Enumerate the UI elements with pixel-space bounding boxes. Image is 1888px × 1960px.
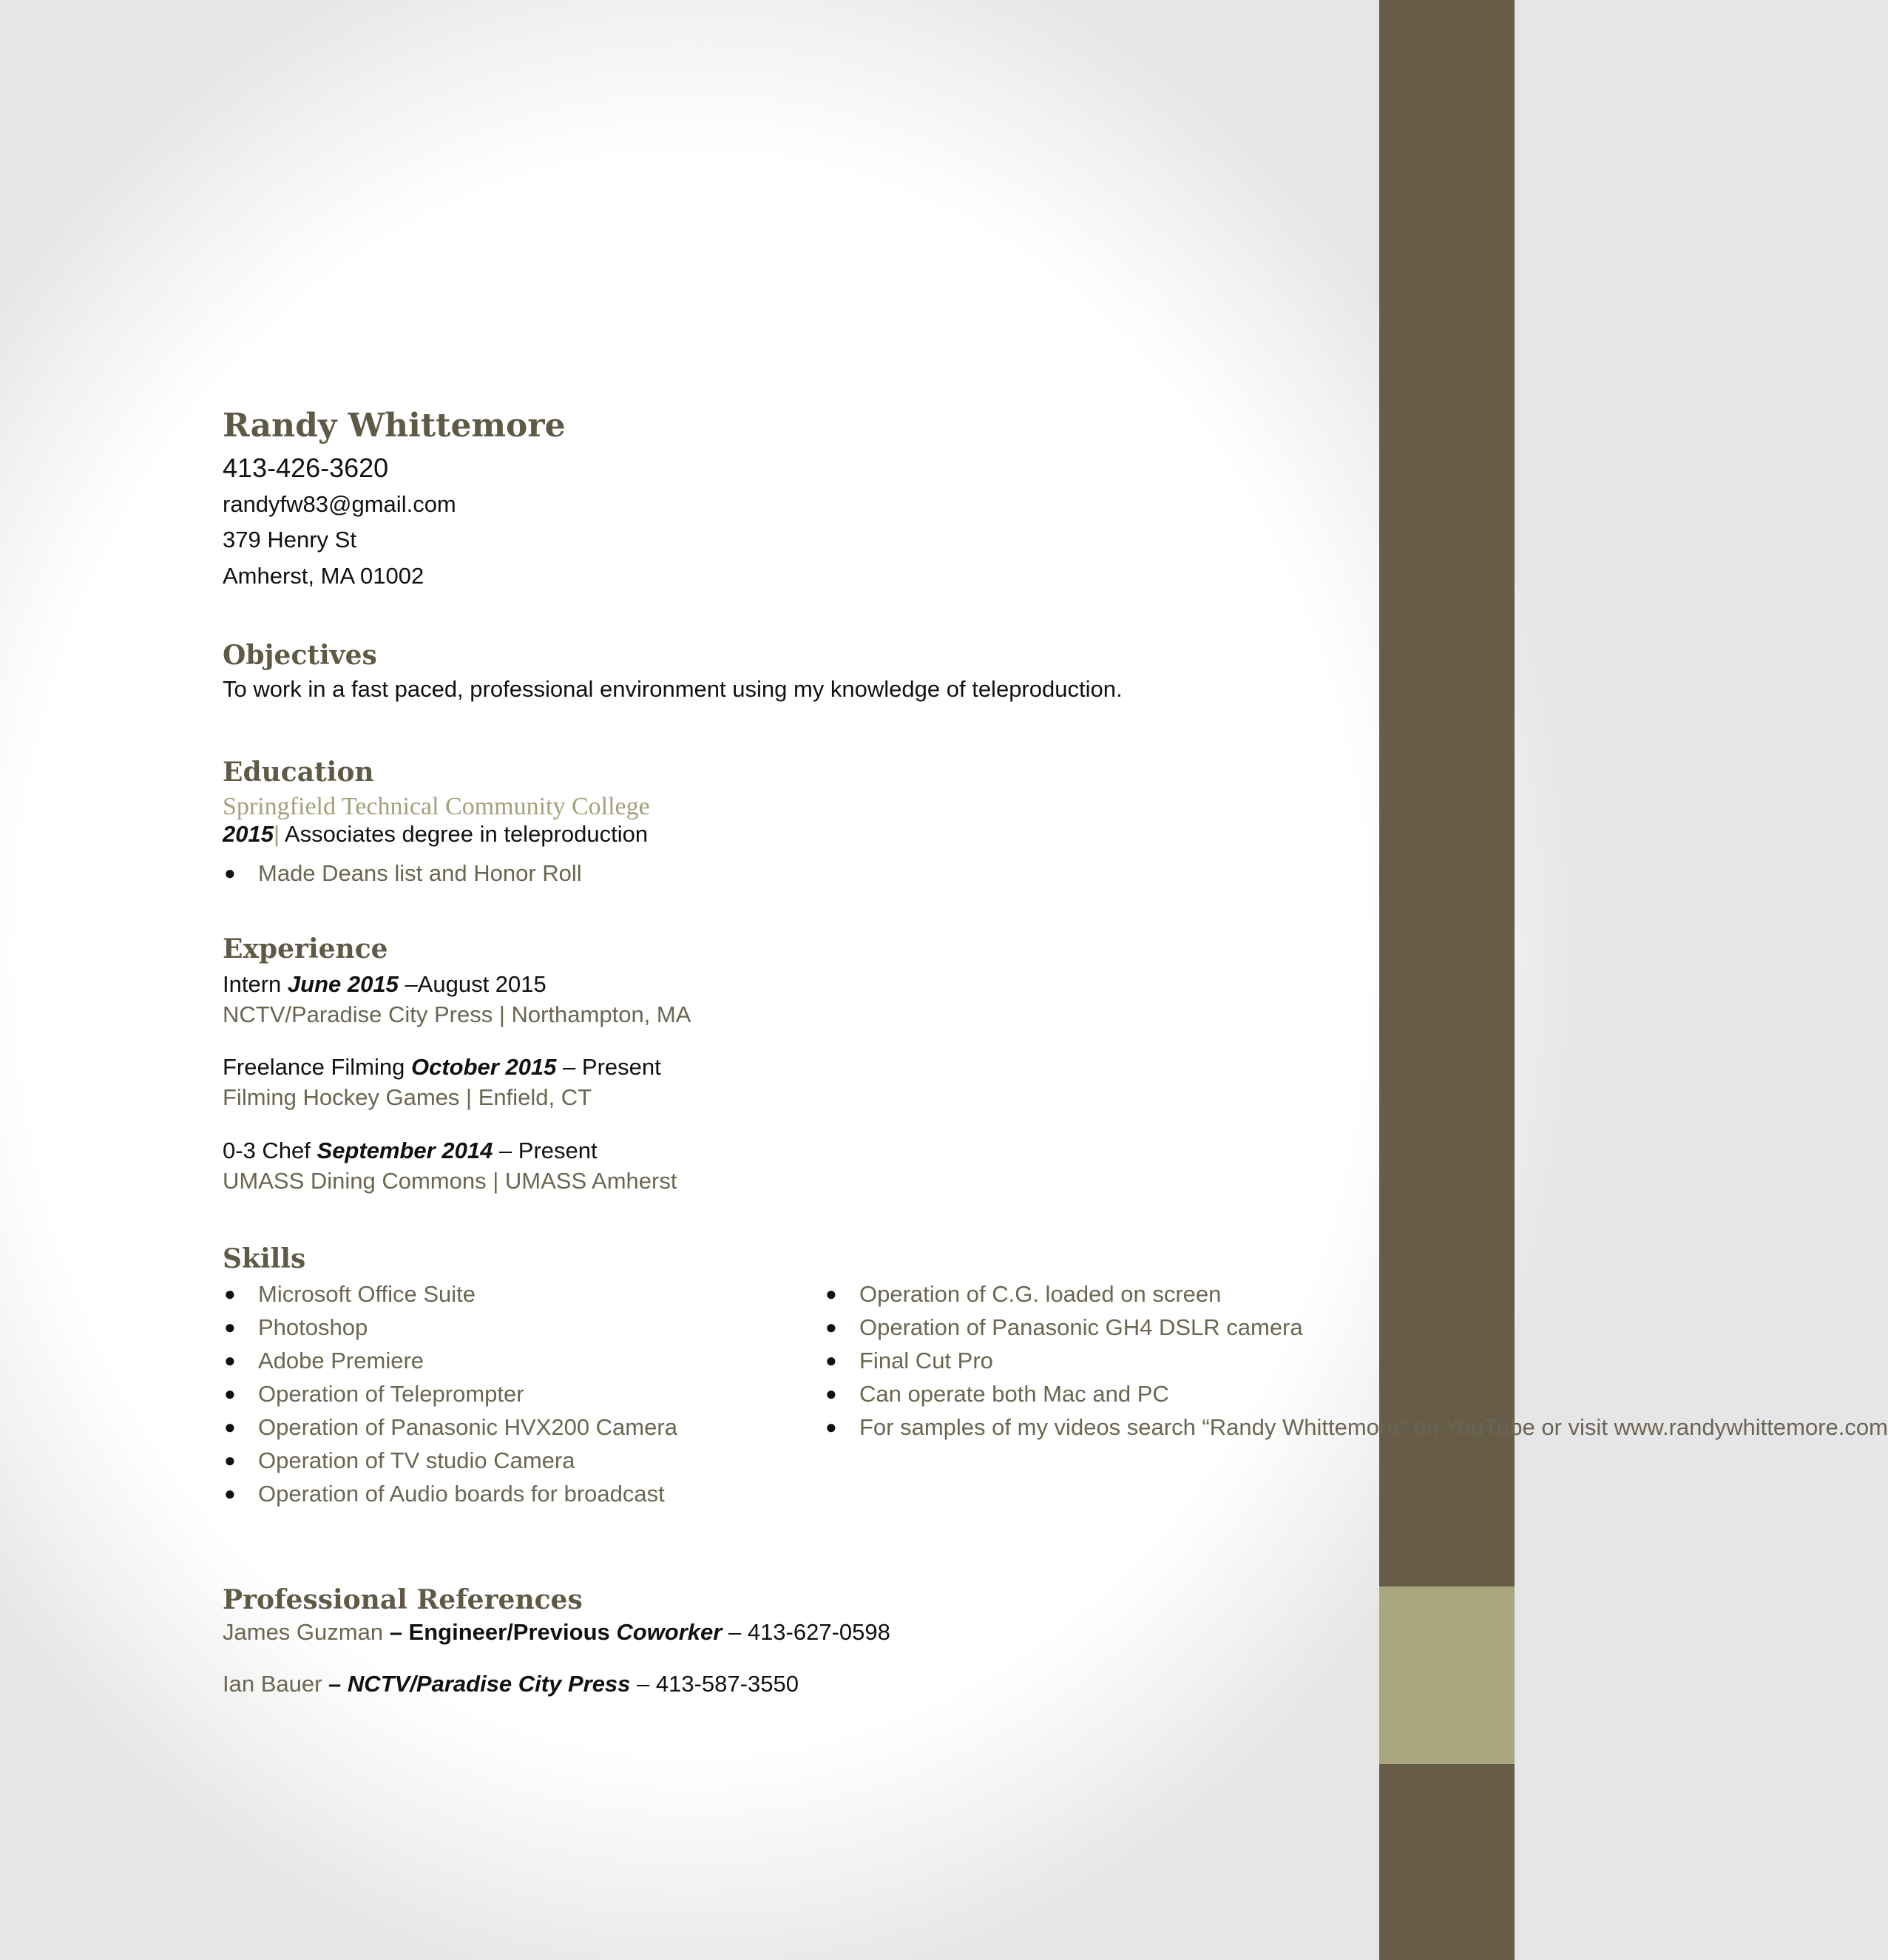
list-item: ● Can operate both Mac and PC	[824, 1377, 1318, 1410]
bullet-icon: ●	[224, 1349, 236, 1371]
bullet-icon: ●	[224, 1449, 236, 1471]
experience-heading: Experience	[223, 933, 388, 964]
education-degree: Associates degree in teleproduction	[280, 821, 649, 847]
education-heading: Education	[223, 757, 374, 788]
education-separator: |	[273, 821, 280, 847]
list-item: ● Operation of C.G. loaded on screen	[824, 1277, 1318, 1311]
list-item: ● Adobe Premiere	[223, 1344, 677, 1377]
bullet-icon: ●	[224, 1316, 236, 1338]
education-bullets	[223, 856, 582, 890]
bullet-icon: ●	[224, 1416, 236, 1438]
list-item: ● Operation of Panasonic GH4 DSLR camera	[824, 1311, 1318, 1344]
list-item: ● Final Cut Pro	[824, 1344, 1318, 1377]
reference-name: James Guzman	[223, 1619, 384, 1645]
list-item: ● Operation of Teleprompter	[223, 1377, 677, 1410]
references-heading: Professional References	[223, 1584, 583, 1615]
experience-org: NCTV/Paradise City Press | Northampton, MA	[223, 1001, 691, 1027]
experience-title-line: Intern June 2015 –August 2015	[223, 971, 547, 997]
experience-title-line: Freelance Filming October 2015 – Present	[223, 1054, 661, 1080]
bullet-icon: ●	[825, 1316, 837, 1338]
skills-heading: Skills	[223, 1243, 306, 1274]
list-item: ● Microsoft Office Suite	[223, 1277, 677, 1311]
list-item: ● Operation of TV studio Camera	[223, 1444, 677, 1477]
experience-title-line: 0-3 Chef September 2014 – Present	[223, 1138, 598, 1163]
bullet-icon: ●	[224, 1482, 236, 1504]
city-address: Amherst, MA 01002	[223, 563, 424, 589]
education-year: 2015	[223, 821, 274, 847]
reference-name: Ian Bauer	[223, 1671, 322, 1697]
email-address: randyfw83@gmail.com	[223, 491, 456, 517]
skills-list-right	[824, 1277, 1888, 1444]
education-degree-line	[223, 821, 648, 848]
skills-list-left	[223, 1277, 677, 1510]
experience-org: UMASS Dining Commons | UMASS Amherst	[223, 1168, 677, 1194]
bullet-icon: ●	[825, 1349, 837, 1371]
list-item: ● Photoshop	[223, 1311, 677, 1344]
bullet-icon: ●	[224, 1283, 236, 1305]
bullet-icon: ●	[825, 1283, 837, 1305]
list-item: ● For samples of my videos search “Randy Whittemore” on YouTube or visit www.randywhittemore.com	[824, 1410, 1318, 1444]
objectives-heading: Objectives	[223, 640, 377, 671]
experience-org: Filming Hockey Games | Enfield, CT	[223, 1084, 592, 1110]
bullet-icon: ●	[825, 1382, 837, 1405]
bullet-icon: ●	[224, 1382, 236, 1405]
list-item: ● Operation of Panasonic HVX200 Camera	[223, 1410, 677, 1444]
bullet-icon: ●	[224, 862, 236, 884]
objectives-text: To work in a fast paced, professional environment using my knowledge of teleproduction.	[223, 676, 1123, 702]
phone-number: 413-426-3620	[223, 453, 389, 483]
bullet-icon: ●	[825, 1416, 837, 1438]
candidate-name: Randy Whittemore	[223, 407, 566, 445]
school-name: Springfield Technical Community College	[223, 793, 650, 820]
reference-line: Ian Bauer – NCTV/Paradise City Press – 413-587-3550	[223, 1671, 799, 1697]
sidebar-accent-band	[1379, 1586, 1515, 1764]
resume-page	[223, 0, 1888, 1960]
street-address: 379 Henry St	[223, 527, 356, 552]
list-item: ● Made Deans list and Honor Roll	[223, 856, 582, 890]
reference-line: James Guzman – Engineer/Previous Coworker – 413-627-0598	[223, 1619, 890, 1645]
list-item: ● Operation of Audio boards for broadcast	[223, 1477, 677, 1510]
